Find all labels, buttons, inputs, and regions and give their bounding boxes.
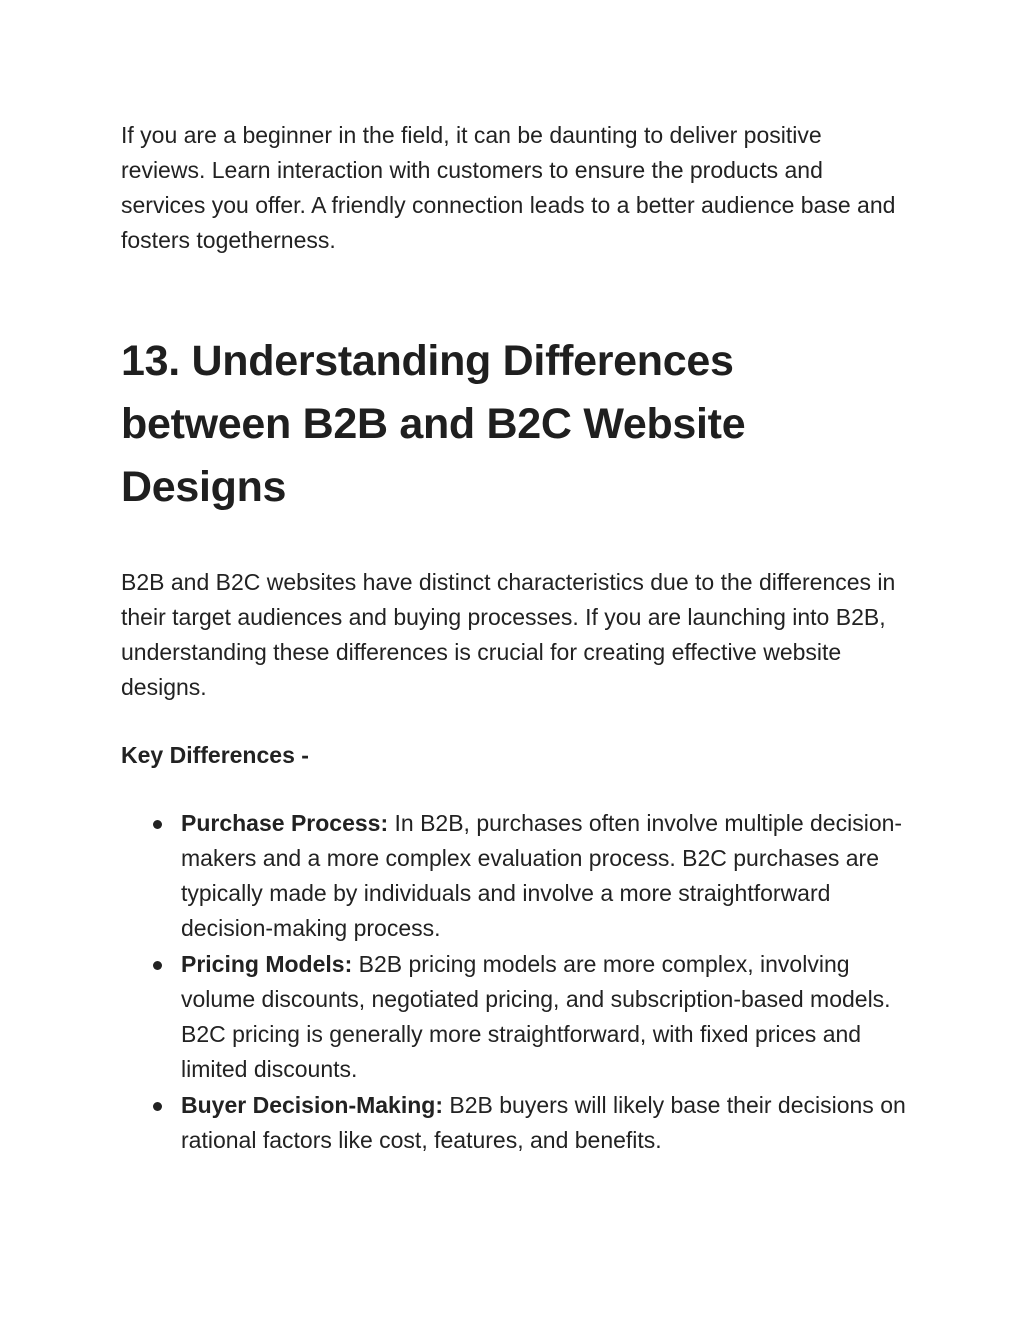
list-item-term: Pricing Models: [181, 951, 353, 977]
differences-list [121, 806, 911, 1158]
intro-paragraph: If you are a beginner in the field, it can be daunting to deliver positive reviews. Learn interaction with customers to ensure the products and services you offer. A friendly connection leads to a better audience base and fosters togetherness. [121, 122, 896, 253]
list-item [121, 806, 911, 946]
document-page [121, 118, 911, 1159]
list-item-text: B2B buyers will likely base their decisions on rational factors like cost, features, and benefits. [181, 1092, 906, 1153]
list-item [121, 947, 911, 1087]
bullet-icon [153, 961, 162, 970]
list-item-text: B2B pricing models are more complex, involving volume discounts, negotiated pricing, and subscription-based models. B2C pricing is generally more straightforward, with fixed prices and limited discounts. [181, 951, 891, 1082]
bullet-icon [153, 1102, 162, 1111]
section-title: 13. Understanding Differences between B2B and B2C Website Designs [121, 337, 746, 511]
key-differences-heading: Key Differences - [121, 742, 309, 768]
list-item-text: In B2B, purchases often involve multiple decision-makers and a more complex evaluation process. B2C purchases are typically made by individuals and involve a more straightforward decision-making process. [181, 810, 903, 941]
list-item-term: Buyer Decision-Making: [181, 1092, 443, 1118]
list-item [121, 1088, 911, 1158]
bullet-icon [153, 820, 162, 829]
list-item-term: Purchase Process: [181, 810, 389, 836]
section-paragraph: B2B and B2C websites have distinct characteristics due to the differences in their target audiences and buying processes. If you are launching into B2B, understanding these differences is crucial for creating effective website designs. [121, 569, 896, 700]
